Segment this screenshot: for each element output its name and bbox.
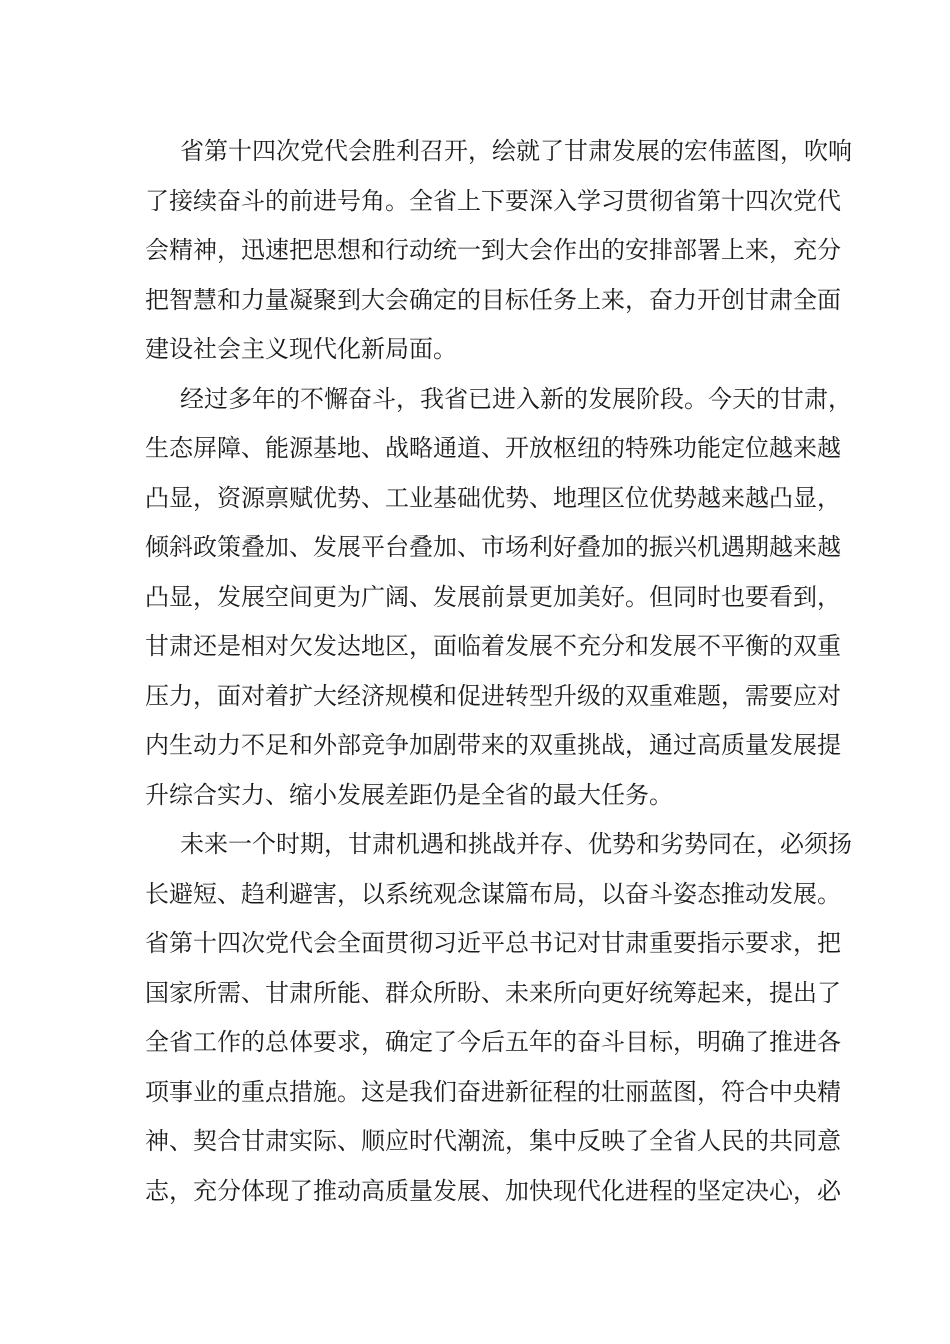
paragraph-line: 内生动力不足和外部竞争加剧带来的双重挑战，通过高质量发展提	[145, 731, 841, 759]
paragraph-3	[145, 820, 852, 1216]
paragraph-line: 省第十四次党代会胜利召开，绘就了甘肃发展的宏伟蓝图，吹响	[180, 137, 852, 165]
paragraph-line: 经过多年的不懈奋斗，我省已进入新的发展阶段。今天的甘肃，	[180, 384, 852, 413]
paragraph-line: 会精神，迅速把思想和行动统一到大会作出的安排部署上来，充分	[145, 236, 841, 264]
paragraph-2	[145, 375, 852, 821]
paragraph-line: 全省工作的总体要求，确定了今后五年的奋斗目标，明确了推进各	[145, 1028, 841, 1056]
paragraph-line: 项事业的重点措施。这是我们奋进新征程的壮丽蓝图，符合中央精	[145, 1077, 841, 1106]
paragraph-line: 未来一个时期，甘肃机遇和挑战并存、优势和劣势同在，必须扬	[180, 830, 852, 858]
paragraph-line: 压力，面对着扩大经济规模和促进转型升级的双重难题，需要应对	[145, 681, 841, 710]
document-body	[145, 127, 852, 1216]
paragraph-1	[145, 127, 852, 375]
paragraph-line: 神、契合甘肃实际、顺应时代潮流，集中反映了全省人民的共同意	[145, 1127, 841, 1155]
paragraph-line: 甘肃还是相对欠发达地区，面临着发展不充分和发展不平衡的双重	[145, 632, 841, 660]
paragraph-line: 志，充分体现了推动高质量发展、加快现代化进程的坚定决心，必	[145, 1176, 841, 1205]
paragraph-line: 凸显，发展空间更为广阔、发展前景更加美好。但同时也要看到，	[145, 582, 841, 611]
paragraph-line: 凸显，资源禀赋优势、工业基础优势、地理区位优势越来越凸显，	[145, 483, 841, 512]
paragraph-line: 长避短、趋利避害，以系统观念谋篇布局，以奋斗姿态推动发展。	[145, 879, 841, 908]
paragraph-line: 了接续奋斗的前进号角。全省上下要深入学习贯彻省第十四次党代	[145, 186, 841, 215]
paragraph-line: 把智慧和力量凝聚到大会确定的目标任务上来，奋力开创甘肃全面	[145, 285, 841, 314]
paragraph-line: 国家所需、甘肃所能、群众所盼、未来所向更好统筹起来，提出了	[145, 978, 841, 1007]
paragraph-line: 生态屏障、能源基地、战略通道、开放枢纽的特殊功能定位越来越	[145, 434, 841, 462]
paragraph-line: 升综合实力、缩小发展差距仍是全省的最大任务。	[145, 780, 673, 809]
paragraph-line: 建设社会主义现代化新局面。	[145, 335, 457, 363]
paragraph-line: 省第十四次党代会全面贯彻习近平总书记对甘肃重要指示要求，把	[145, 929, 841, 957]
paragraph-line: 倾斜政策叠加、发展平台叠加、市场利好叠加的振兴机遇期越来越	[145, 533, 841, 561]
